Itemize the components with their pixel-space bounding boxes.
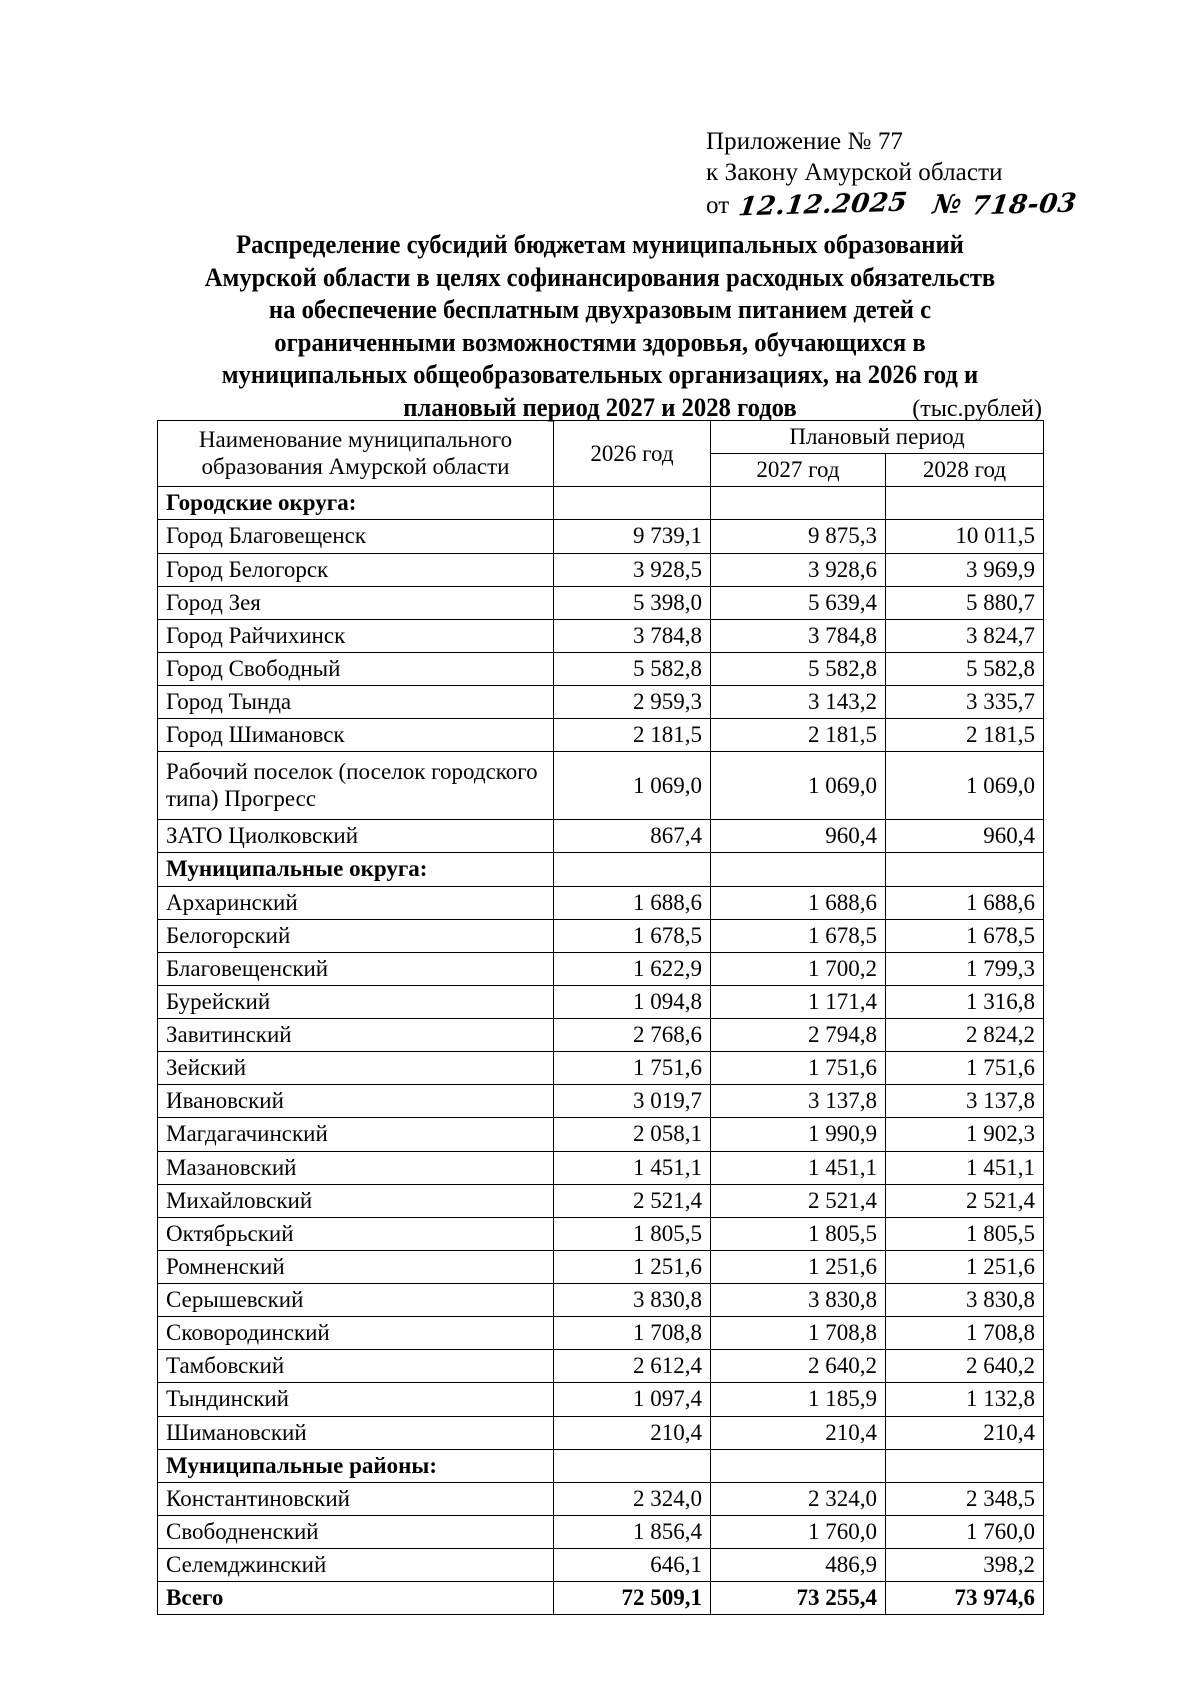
cell-amount-2028 bbox=[886, 853, 1044, 886]
cell-municipality-name: Город Тында bbox=[158, 686, 554, 719]
table-row bbox=[158, 752, 1044, 820]
cell-amount-2026: 72 509,1 bbox=[554, 1582, 711, 1615]
cell-amount-2028: 3 137,8 bbox=[886, 1085, 1044, 1118]
title-line-1: Распределение субсидий бюджетам муниципальных образований bbox=[236, 229, 964, 259]
cell-municipality-name: Муниципальные районы: bbox=[158, 1449, 554, 1482]
cell-municipality-name: Муниципальные округа: bbox=[158, 853, 554, 886]
table-row bbox=[158, 1317, 1044, 1350]
cell-amount-2027 bbox=[711, 1449, 886, 1482]
cell-municipality-name: Рабочий поселок (поселок городского типа) Прогресс bbox=[158, 752, 554, 820]
table-row bbox=[158, 1052, 1044, 1085]
cell-amount-2027: 1 760,0 bbox=[711, 1515, 886, 1548]
cell-amount-2027: 2 794,8 bbox=[711, 1019, 886, 1052]
table-row bbox=[158, 919, 1044, 952]
table-row bbox=[158, 686, 1044, 719]
cell-amount-2027: 3 928,6 bbox=[711, 553, 886, 586]
date-label: от bbox=[706, 191, 730, 219]
cell-amount-2026: 2 521,4 bbox=[554, 1184, 711, 1217]
cell-municipality-name: Свободненский bbox=[158, 1515, 554, 1548]
cell-municipality-name: Мазановский bbox=[158, 1151, 554, 1184]
cell-amount-2028: 2 521,4 bbox=[886, 1184, 1044, 1217]
cell-amount-2026: 1 094,8 bbox=[554, 985, 711, 1018]
column-header-municipality-line1: Наименование муниципального bbox=[198, 427, 513, 452]
column-header-municipality bbox=[158, 421, 554, 487]
cell-amount-2027: 2 640,2 bbox=[711, 1350, 886, 1383]
table-row bbox=[158, 1549, 1044, 1582]
cell-municipality-name: Сковородинский bbox=[158, 1317, 554, 1350]
cell-amount-2028: 3 824,7 bbox=[886, 619, 1044, 652]
cell-municipality-name: Городские округа: bbox=[158, 487, 554, 520]
appendix-reference-block bbox=[706, 126, 1176, 221]
cell-amount-2026: 2 768,6 bbox=[554, 1019, 711, 1052]
cell-amount-2027: 1 805,5 bbox=[711, 1217, 886, 1250]
cell-municipality-name: Город Благовещенск bbox=[158, 520, 554, 553]
cell-amount-2028: 3 969,9 bbox=[886, 553, 1044, 586]
cell-municipality-name: Шимановский bbox=[158, 1416, 554, 1449]
cell-amount-2026: 1 751,6 bbox=[554, 1052, 711, 1085]
page-title bbox=[182, 228, 1019, 424]
table-row bbox=[158, 1350, 1044, 1383]
appendix-date-line bbox=[706, 189, 1176, 222]
cell-amount-2028 bbox=[886, 1449, 1044, 1482]
cell-amount-2027: 1 990,9 bbox=[711, 1118, 886, 1151]
cell-amount-2028: 3 335,7 bbox=[886, 686, 1044, 719]
table-row bbox=[158, 1482, 1044, 1515]
cell-municipality-name: Всего bbox=[158, 1582, 554, 1615]
cell-amount-2027: 1 678,5 bbox=[711, 919, 886, 952]
cell-amount-2027: 2 521,4 bbox=[711, 1184, 886, 1217]
table-row bbox=[158, 652, 1044, 685]
cell-amount-2026: 1 069,0 bbox=[554, 752, 711, 820]
cell-amount-2028: 5 880,7 bbox=[886, 586, 1044, 619]
cell-municipality-name: Город Зея bbox=[158, 586, 554, 619]
cell-amount-2026: 3 830,8 bbox=[554, 1284, 711, 1317]
title-line-4: ограниченными возможностями здоровья, обучающихся в bbox=[274, 326, 926, 357]
cell-amount-2028: 10 011,5 bbox=[886, 520, 1044, 553]
table-row bbox=[158, 1085, 1044, 1118]
table-row bbox=[158, 1250, 1044, 1283]
title-line-2: Амурской области в целях софинансирования расходных обязательств bbox=[204, 261, 996, 292]
cell-amount-2026: 1 451,1 bbox=[554, 1151, 711, 1184]
cell-municipality-name: Город Райчихинск bbox=[158, 619, 554, 652]
cell-amount-2028: 1 751,6 bbox=[886, 1052, 1044, 1085]
cell-amount-2028: 3 830,8 bbox=[886, 1284, 1044, 1317]
subsidy-distribution-table bbox=[157, 420, 1043, 1615]
table-row bbox=[158, 586, 1044, 619]
cell-amount-2027: 1 251,6 bbox=[711, 1250, 886, 1283]
cell-amount-2028: 1 760,0 bbox=[886, 1515, 1044, 1548]
cell-amount-2028: 1 251,6 bbox=[886, 1250, 1044, 1283]
cell-amount-2028: 5 582,8 bbox=[886, 652, 1044, 685]
cell-amount-2026: 1 688,6 bbox=[554, 886, 711, 919]
cell-amount-2028: 1 678,5 bbox=[886, 919, 1044, 952]
handwritten-number-value: 718-03 bbox=[969, 188, 1079, 221]
cell-amount-2026: 1 805,5 bbox=[554, 1217, 711, 1250]
cell-amount-2026: 3 928,5 bbox=[554, 553, 711, 586]
cell-amount-2026 bbox=[554, 487, 711, 520]
cell-amount-2027: 1 708,8 bbox=[711, 1317, 886, 1350]
cell-amount-2026: 2 181,5 bbox=[554, 719, 711, 752]
cell-amount-2028: 1 805,5 bbox=[886, 1217, 1044, 1250]
appendix-number-line: Приложение № 77 bbox=[706, 128, 904, 155]
table-row bbox=[158, 553, 1044, 586]
cell-municipality-name: Серышевский bbox=[158, 1284, 554, 1317]
cell-municipality-name: Благовещенский bbox=[158, 952, 554, 985]
title-line-5: муниципальных общеобразовательных организациях, на 2026 год и bbox=[221, 359, 979, 390]
cell-amount-2028: 960,4 bbox=[886, 820, 1044, 853]
table-row bbox=[158, 886, 1044, 919]
cell-municipality-name: Ивановский bbox=[158, 1085, 554, 1118]
cell-amount-2028: 1 451,1 bbox=[886, 1151, 1044, 1184]
table-row bbox=[158, 1118, 1044, 1151]
table-row bbox=[158, 1184, 1044, 1217]
cell-amount-2027: 3 830,8 bbox=[711, 1284, 886, 1317]
column-header-2027: 2027 год bbox=[711, 454, 886, 487]
cell-amount-2027: 1 751,6 bbox=[711, 1052, 886, 1085]
handwritten-number-symbol: № bbox=[931, 189, 964, 220]
cell-amount-2026: 2 058,1 bbox=[554, 1118, 711, 1151]
cell-amount-2026: 1 251,6 bbox=[554, 1250, 711, 1283]
appendix-law-line: к Закону Амурской области bbox=[706, 159, 1003, 187]
cell-amount-2028: 1 708,8 bbox=[886, 1317, 1044, 1350]
handwritten-date-value: 12.12.2025 bbox=[737, 187, 910, 222]
cell-amount-2027: 3 143,2 bbox=[711, 686, 886, 719]
column-header-2028: 2028 год bbox=[886, 454, 1044, 487]
title-line-6: плановый период 2027 и 2028 годов bbox=[403, 391, 797, 422]
units-note: (тыс.рублей) bbox=[912, 396, 1042, 422]
cell-amount-2026: 1 097,4 bbox=[554, 1383, 711, 1416]
table-row bbox=[158, 1284, 1044, 1317]
table-row bbox=[158, 1217, 1044, 1250]
cell-municipality-name: Город Свободный bbox=[158, 652, 554, 685]
cell-amount-2026: 3 784,8 bbox=[554, 619, 711, 652]
cell-amount-2026: 1 708,8 bbox=[554, 1317, 711, 1350]
cell-municipality-name: Архаринский bbox=[158, 886, 554, 919]
cell-amount-2027 bbox=[711, 487, 886, 520]
cell-amount-2028 bbox=[886, 487, 1044, 520]
column-header-2026: 2026 год bbox=[554, 421, 711, 487]
table-row bbox=[158, 619, 1044, 652]
cell-municipality-name: Октябрьский bbox=[158, 1217, 554, 1250]
table-body bbox=[158, 487, 1044, 1615]
table-row bbox=[158, 1383, 1044, 1416]
table-row bbox=[158, 1151, 1044, 1184]
cell-amount-2028: 210,4 bbox=[886, 1416, 1044, 1449]
cell-amount-2027: 210,4 bbox=[711, 1416, 886, 1449]
cell-amount-2028: 2 640,2 bbox=[886, 1350, 1044, 1383]
table-header-row-1 bbox=[158, 421, 1044, 454]
cell-amount-2028: 2 824,2 bbox=[886, 1019, 1044, 1052]
cell-amount-2028: 1 316,8 bbox=[886, 985, 1044, 1018]
cell-municipality-name: Селемджинский bbox=[158, 1549, 554, 1582]
cell-amount-2027: 9 875,3 bbox=[711, 520, 886, 553]
cell-amount-2026: 1 678,5 bbox=[554, 919, 711, 952]
cell-amount-2028: 1 799,3 bbox=[886, 952, 1044, 985]
cell-amount-2027: 1 171,4 bbox=[711, 985, 886, 1018]
cell-municipality-name: Михайловский bbox=[158, 1184, 554, 1217]
cell-amount-2027: 1 451,1 bbox=[711, 1151, 886, 1184]
cell-municipality-name: Зейский bbox=[158, 1052, 554, 1085]
table-row bbox=[158, 820, 1044, 853]
cell-amount-2026: 2 612,4 bbox=[554, 1350, 711, 1383]
cell-municipality-name: Город Белогорск bbox=[158, 553, 554, 586]
cell-municipality-name: Ромненский bbox=[158, 1250, 554, 1283]
cell-amount-2026: 1 622,9 bbox=[554, 952, 711, 985]
cell-amount-2027: 73 255,4 bbox=[711, 1582, 886, 1615]
cell-amount-2027 bbox=[711, 853, 886, 886]
cell-municipality-name: Бурейский bbox=[158, 985, 554, 1018]
cell-amount-2027: 5 639,4 bbox=[711, 586, 886, 619]
table-row bbox=[158, 719, 1044, 752]
cell-amount-2028: 2 181,5 bbox=[886, 719, 1044, 752]
cell-amount-2026: 646,1 bbox=[554, 1549, 711, 1582]
table-row bbox=[158, 1416, 1044, 1449]
table-row bbox=[158, 985, 1044, 1018]
cell-amount-2026 bbox=[554, 1449, 711, 1482]
table-row bbox=[158, 952, 1044, 985]
cell-amount-2026: 5 398,0 bbox=[554, 586, 711, 619]
cell-amount-2027: 3 137,8 bbox=[711, 1085, 886, 1118]
cell-amount-2026: 9 739,1 bbox=[554, 520, 711, 553]
cell-amount-2027: 2 324,0 bbox=[711, 1482, 886, 1515]
column-header-municipality-line2: образования Амурской области bbox=[201, 454, 510, 480]
cell-municipality-name: Тындинский bbox=[158, 1383, 554, 1416]
cell-amount-2026: 867,4 bbox=[554, 820, 711, 853]
cell-amount-2026: 3 019,7 bbox=[554, 1085, 711, 1118]
cell-amount-2027: 1 700,2 bbox=[711, 952, 886, 985]
cell-amount-2028: 2 348,5 bbox=[886, 1482, 1044, 1515]
cell-municipality-name: Завитинский bbox=[158, 1019, 554, 1052]
cell-amount-2028: 1 902,3 bbox=[886, 1118, 1044, 1151]
cell-amount-2028: 1 688,6 bbox=[886, 886, 1044, 919]
cell-amount-2028: 73 974,6 bbox=[886, 1582, 1044, 1615]
cell-amount-2027: 1 688,6 bbox=[711, 886, 886, 919]
table-row bbox=[158, 520, 1044, 553]
cell-municipality-name: Город Шимановск bbox=[158, 719, 554, 752]
cell-municipality-name: Константиновский bbox=[158, 1482, 554, 1515]
cell-municipality-name: Белогорский bbox=[158, 919, 554, 952]
cell-amount-2026: 2 959,3 bbox=[554, 686, 711, 719]
table-total-row bbox=[158, 1582, 1044, 1615]
cell-amount-2026: 210,4 bbox=[554, 1416, 711, 1449]
cell-amount-2027: 1 069,0 bbox=[711, 752, 886, 820]
table-group-row bbox=[158, 853, 1044, 886]
column-header-plan-period: Плановый период bbox=[711, 421, 1044, 454]
title-line-3: на обеспечение бесплатным двухразовым питанием детей с bbox=[268, 294, 932, 325]
table-row bbox=[158, 1515, 1044, 1548]
cell-amount-2028: 398,2 bbox=[886, 1549, 1044, 1582]
cell-amount-2027: 486,9 bbox=[711, 1549, 886, 1582]
cell-municipality-name: Магдагачинский bbox=[158, 1118, 554, 1151]
cell-amount-2026: 5 582,8 bbox=[554, 652, 711, 685]
table-row bbox=[158, 1019, 1044, 1052]
table-header bbox=[158, 421, 1044, 487]
cell-amount-2026 bbox=[554, 853, 711, 886]
cell-municipality-name: ЗАТО Циолковский bbox=[158, 820, 554, 853]
cell-amount-2026: 2 324,0 bbox=[554, 1482, 711, 1515]
cell-amount-2027: 1 185,9 bbox=[711, 1383, 886, 1416]
cell-amount-2027: 3 784,8 bbox=[711, 619, 886, 652]
cell-amount-2026: 1 856,4 bbox=[554, 1515, 711, 1548]
cell-amount-2027: 2 181,5 bbox=[711, 719, 886, 752]
cell-amount-2028: 1 132,8 bbox=[886, 1383, 1044, 1416]
cell-amount-2027: 5 582,8 bbox=[711, 652, 886, 685]
table-group-row bbox=[158, 487, 1044, 520]
cell-municipality-name: Тамбовский bbox=[158, 1350, 554, 1383]
table-group-row bbox=[158, 1449, 1044, 1482]
cell-amount-2027: 960,4 bbox=[711, 820, 886, 853]
cell-amount-2028: 1 069,0 bbox=[886, 752, 1044, 820]
